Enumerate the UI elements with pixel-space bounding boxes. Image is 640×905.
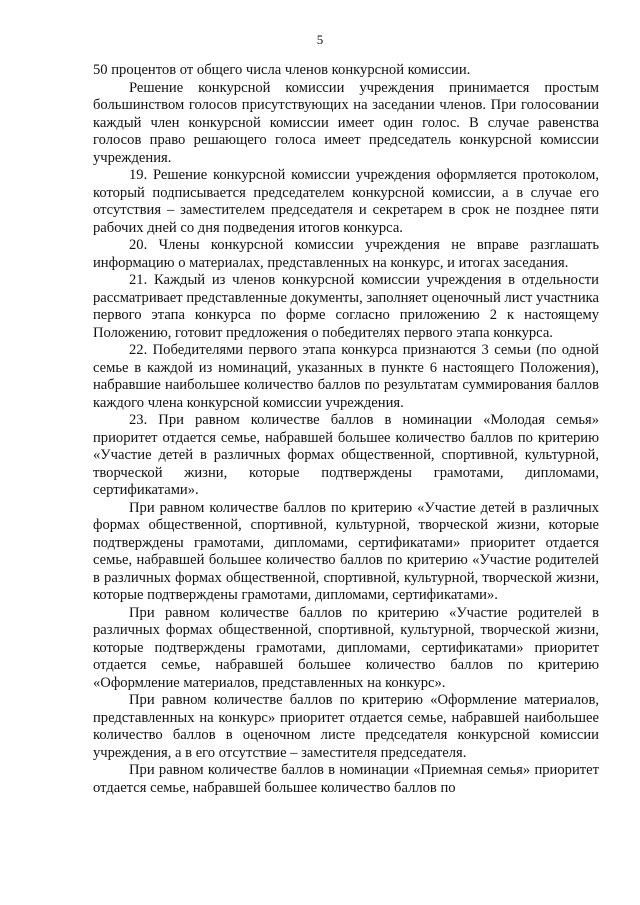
page-number: 5 [316,32,324,47]
paragraph-item-20: 20. Члены конкурсной комиссии учреждения не вправе разглашать информацию о материалах, представленных на конкурс, и итогах заседания. [93,237,599,271]
document-body [93,62,599,797]
paragraph: При равном количестве баллов по критерию «Участие родителей в различных формах общественной, спортивной, культурной, творческой жизни, которые подтверждены грамотами, дипломами, сертификатами» приоритет отдается семье, набравшей большее количество баллов по критерию «Оформление материалов, представленных на конкурс». [93,604,599,691]
paragraph-last: При равном количестве баллов в номинации «Приемная семья» приоритет отдается семье, набравшей большее количество баллов по [93,762,599,796]
paragraph: При равном количестве баллов по критерию «Участие детей в различных формах общественной, спортивной, культурной, творческой жизни, которые подтверждены грамотами, дипломами, сертификатами» приоритет отдается семье, набравшей большее количество баллов по критерию «Участие родителей в различных формах общественной, спортивной, культурной, творческой жизни, которые подтверждены грамотами, дипломами, сертификатами». [93,499,599,603]
paragraph-item-19: 19. Решение конкурсной комиссии учреждения оформляется протоколом, который подписывается председателем конкурсной комиссии, а в случае его отсутствия – заместителем председателя и секретарем в срок не позднее пяти рабочих дней со дня подведения итогов конкурса. [93,167,599,236]
paragraph-item-21: 21. Каждый из членов конкурсной комиссии учреждения в отдельности рассматривает представленные документы, заполняет оценочный лист участника первого этапа конкурса по форме согласно приложению 2 к настоящему Положению, готовит предложения о победителях первого этапа конкурса. [93,272,599,341]
paragraph: Решение конкурсной комиссии учреждения принимается простым большинством голосов присутствующих на заседании членов. При голосовании каждый член конкурсной комиссии имеет один голос. В случае равенства голосов право решающего голоса имеет председатель конкурсной комиссии учреждения. [93,79,599,166]
paragraph-item-23: 23. При равном количестве баллов в номинации «Молодая семья» приоритет отдается семье, набравшей большее количество баллов по критерию «Участие детей в различных формах общественной, спортивной, культурной, творческой жизни, которые подтверждены грамотами, дипломами, сертификатами». [93,412,599,498]
paragraph: При равном количестве баллов по критерию «Оформление материалов, представленных на конкурс» приоритет отдается семье, набравшей наибольшее количество баллов в оценочном листе председателя конкурсной комиссии учреждения, а в его отсутствие – заместителя председателя. [93,692,599,761]
paragraph: 50 процентов от общего числа членов конкурсной комиссии. [93,62,471,78]
paragraph-item-22: 22. Победителями первого этапа конкурса признаются 3 семьи (по одной семье в каждой из номинаций, указанных в пункте 6 настоящего Положения), набравшие наибольшее количество баллов по результатам суммирования баллов каждого члена конкурсной комиссии учреждения. [93,342,599,411]
